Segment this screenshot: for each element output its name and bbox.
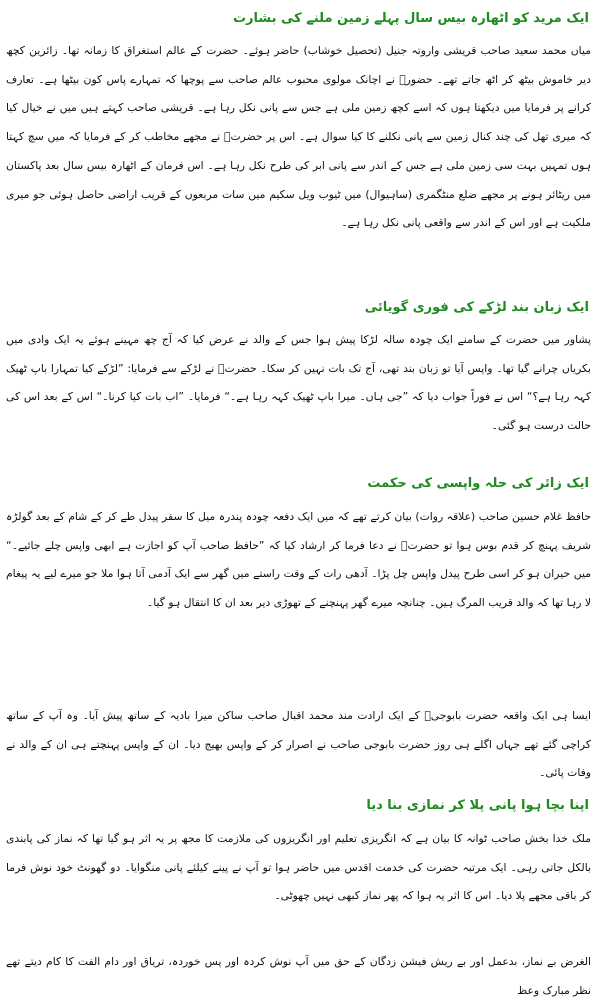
paragraph: پشاور میں حضرت کے سامنے ایک چودہ سالہ لڑکا پیش ہوا جس کے والد نے عرض کیا کہ آج چھ مہینے ہوئے یہ ایک وادی میں بکریاں چرانے گیا تھا۔ واپس آیا تو زبان بند تھی، آج تک بات نہیں کر سکا۔ حضرتؒ نے لڑکے سے فرمایا: ”لڑکے کیا تمہارا باپ ٹھیک کہہ رہا ہے؟“ اس نے فوراً جواب دیا کہ ”جی ہاں۔ میرا باپ ٹھیک کہہ رہا ہے۔“ فرمایا۔ ”اب بات کیا کرنا۔“ اس کے بعد اس کی حالت درست ہو گئی۔ — [6, 333, 591, 433]
paragraph: میاں محمد سعید صاحب قریشی واروتہ جنیل (تحصیل خوشاب) حاضر ہوئے۔ حضرت کے عالم استغراق کا زمانہ تھا۔ زائرین کچھ دیر خاموش بیٹھ کر اٹھ جاتے تھے۔ حضورؒ نے اچانک مولوی محبوب عالم صاحب سے پوچھا کہ تمہارے پاس کون بیٹھا ہے۔ تعارف کرانے پر فرمایا میں دیکھتا ہوں کہ اسے کچھ زمین ملی ہے جس سے پانی نکل رہا ہے۔ قریشی صاحب کہتے ہیں میں نے خیال کیا کہ میری تھل کی چند کنال زمین سے پانی نکلنے کا کیا سوال ہے۔ اس پر حضرتؒ نے مجھے مخاطب کر کے فرمایا کہ میں سچ کہتا ہوں تمہیں بہت سی زمین ملی ہے جس کے اندر سے پانی ابر کی طرح نکل رہا ہے۔ اس فرمان کے اٹھارہ بیس سال بعد پاکستان میں ریٹائر ہونے پر مجھے ضلع منٹگمری (ساہیوال) میں ٹیوب ویل سکیم میں سات مربعوں کے قریب اراضی حاصل ہوئی جو میری ملکیت ہے اور اس کے اندر سے واقعی پانی نکل رہا ہے۔ — [6, 44, 591, 230]
section-body — [6, 326, 591, 442]
section-heading: ایک زائر کی حلہ واپسی کی حکمت — [367, 476, 589, 491]
section-heading: اپنا بچا ہوا پانی پلا کر نمازی بنا دیا — [366, 798, 589, 813]
section-body — [6, 948, 591, 997]
section-heading: ایک زبان بند لڑکے کی فوری گویائی — [364, 300, 589, 315]
paragraph: ملک خدا بخش صاحب ٹوانہ کا بیان ہے کہ انگریزی تعلیم اور انگریزوں کی ملازمت کا مجھ پر یہ اثر ہو گیا تھا کہ نماز کی پابندی بالکل جاتی رہی۔ ایک مرتبہ حضرت کی خدمت اقدس میں حاضر ہوا تو آپ نے پینے کیلئے پانی منگوایا۔ دو گھونٹ خود نوش فرما کر باقی مجھے پلا دیا۔ اس کا اثر یہ ہوا کہ پھر نماز کبھی نہیں چھوٹی۔ — [6, 832, 591, 903]
paragraph: الغرض بے نماز، بدعمل اور بے ریش فیشن زدگان کے حق میں آپ نوش کردہ اور پس خوردہ، تریاق اور دام الفت کا کام دیتے تھے نظر مبارک وعظ — [6, 955, 591, 997]
section-heading: ایک مرید کو اٹھارہ بیس سال پہلے زمین ملنے کی بشارت — [232, 11, 589, 26]
section-body — [6, 37, 591, 294]
section-body — [6, 503, 591, 675]
section-body — [6, 825, 591, 940]
paragraph: حافظ غلام حسین صاحب (علاقہ روات) بیان کرتے تھے کہ میں ایک دفعہ چودہ پندرہ میل کا سفر پیدل طے کر کے شام کے بعد گولڑہ شریف پہنچ کر قدم بوس ہوا تو حضرتؒ نے دعا فرما کر ارشاد کیا کہ ”حافظ صاحب آپ کو اجازت ہے ابھی واپس چلے جائیے۔“ میں حیران ہو کر اسی طرح پیدل واپس چل پڑا۔ آدھی رات کے وقت راستے میں گھر سے ایک آدمی آتا ہوا ملا جو میرے لیے یہ پیغام لا رہا تھا کہ والد قریب المرگ ہیں۔ چنانچہ میرے گھر پہنچنے کے تھوڑی دیر بعد ان کا انتقال ہو گیا۔ — [6, 510, 591, 610]
section-body — [6, 702, 591, 780]
paragraph: ایسا ہی ایک واقعہ حضرت بابوجیؒ کے ایک ارادت مند محمد اقبال صاحب ساکن میرا بادیہ کے ساتھ پیش آیا۔ وہ آپ کے ساتھ کراچی گئے تھے جہاں اگلے ہی روز حضرت بابوجی صاحب نے اصرار کر کے واپس بھیج دیا۔ ان کے واپس پہنچتے ہی ان کے والد نے وفات پائی۔ — [6, 709, 591, 780]
